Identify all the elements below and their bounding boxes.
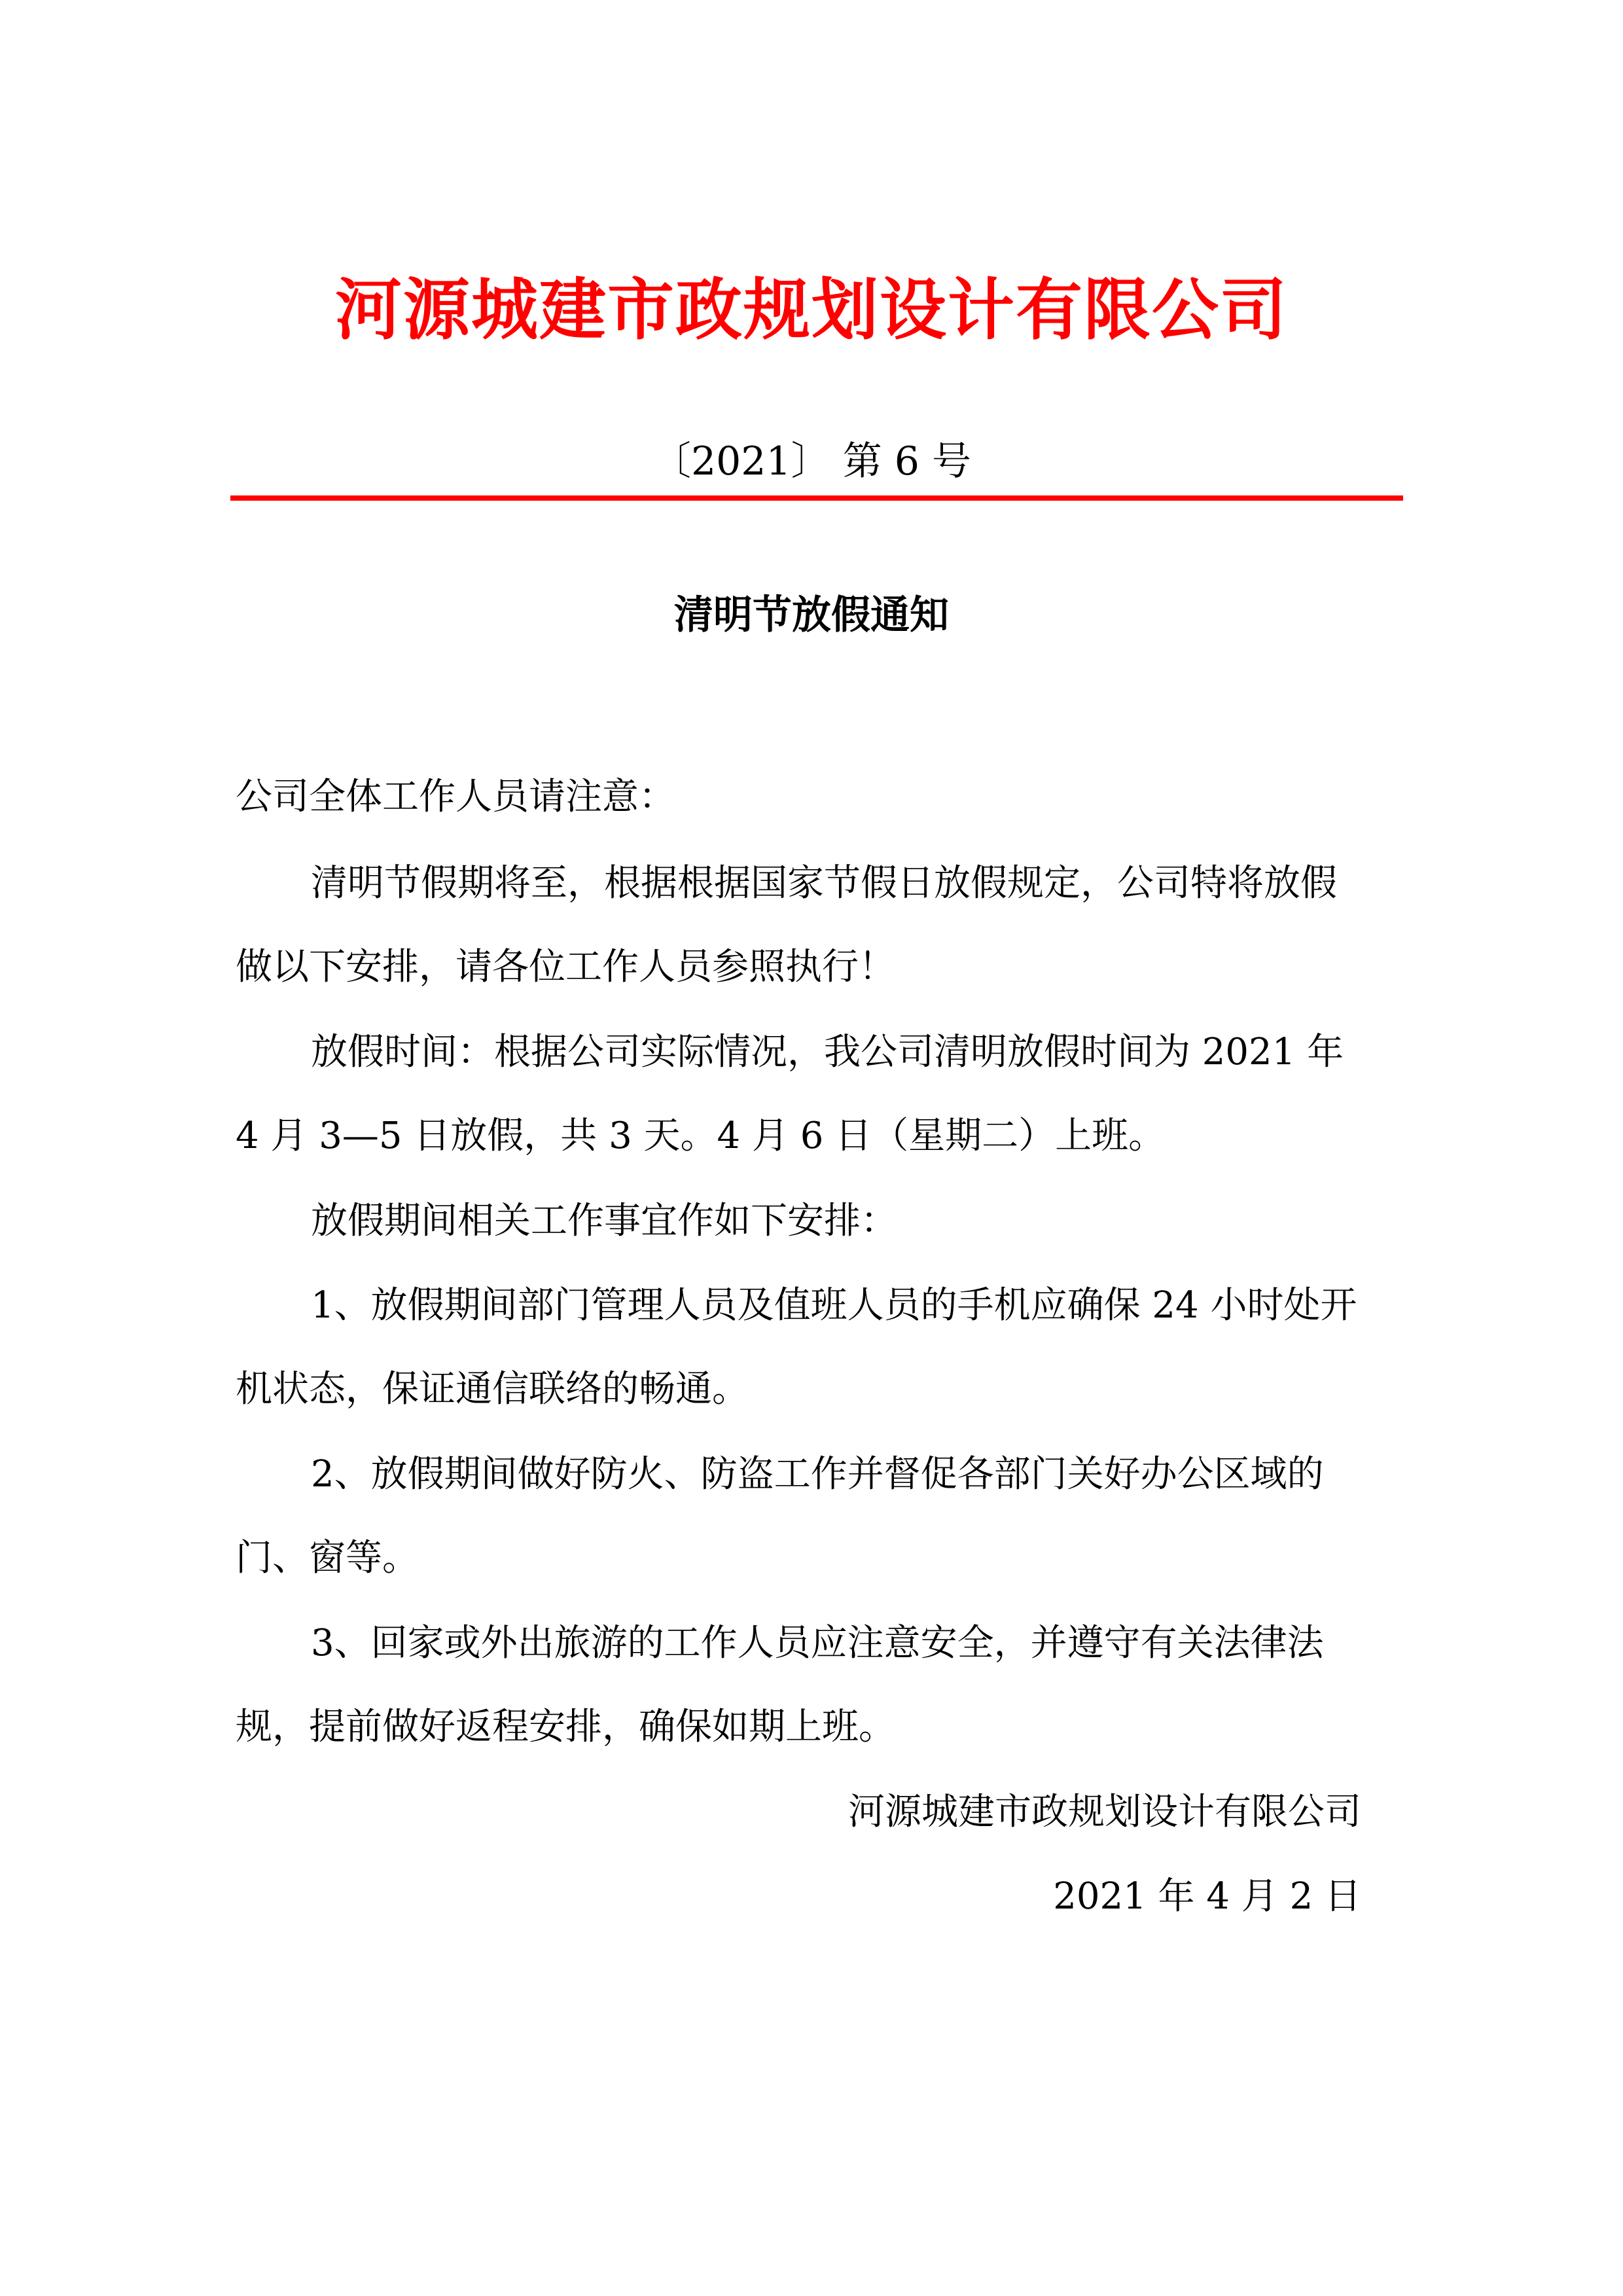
item-1-line-1: 1、放假期间部门管理人员及值班人员的手机应确保 24 小时处开	[311, 1284, 1357, 1327]
item-2-line-2: 门、窗等。	[236, 1537, 419, 1579]
paragraph-2-line-2: 4 月 3—5 日放假，共 3 天。4 月 6 日（星期二）上班。	[236, 1115, 1166, 1157]
signature-company: 河源城建市政规划设计有限公司	[848, 1791, 1361, 1833]
red-divider-line	[230, 495, 1403, 501]
item-2-line-1: 2、放假期间做好防火、防盗工作并督促各部门关好办公区域的	[311, 1453, 1324, 1496]
notice-title: 清明节放假通知	[674, 592, 949, 638]
paragraph-3: 放假期间相关工作事宜作如下安排：	[311, 1200, 897, 1242]
paragraph-1-line-2: 做以下安排，请各位工作人员参照执行！	[236, 946, 895, 988]
signature-date: 2021 年 4 月 2 日	[1053, 1875, 1361, 1918]
salutation: 公司全体工作人员请注意：	[236, 776, 675, 818]
item-3-line-2: 规，提前做好返程安排，确保如期上班。	[236, 1706, 895, 1748]
company-letterhead: 河源城建市政规划设计有限公司	[335, 272, 1288, 350]
item-1-line-2: 机状态，保证通信联络的畅通。	[236, 1368, 749, 1410]
document-number: 〔2021〕 第 6 号	[651, 439, 972, 484]
item-3-line-1: 3、回家或外出旅游的工作人员应注意安全，并遵守有关法律法	[311, 1622, 1324, 1664]
paragraph-2-line-1: 放假时间：根据公司实际情况，我公司清明放假时间为 2021 年	[311, 1031, 1344, 1073]
paragraph-1-line-1: 清明节假期将至，根据根据国家节假日放假规定，公司特将放假	[311, 862, 1337, 905]
